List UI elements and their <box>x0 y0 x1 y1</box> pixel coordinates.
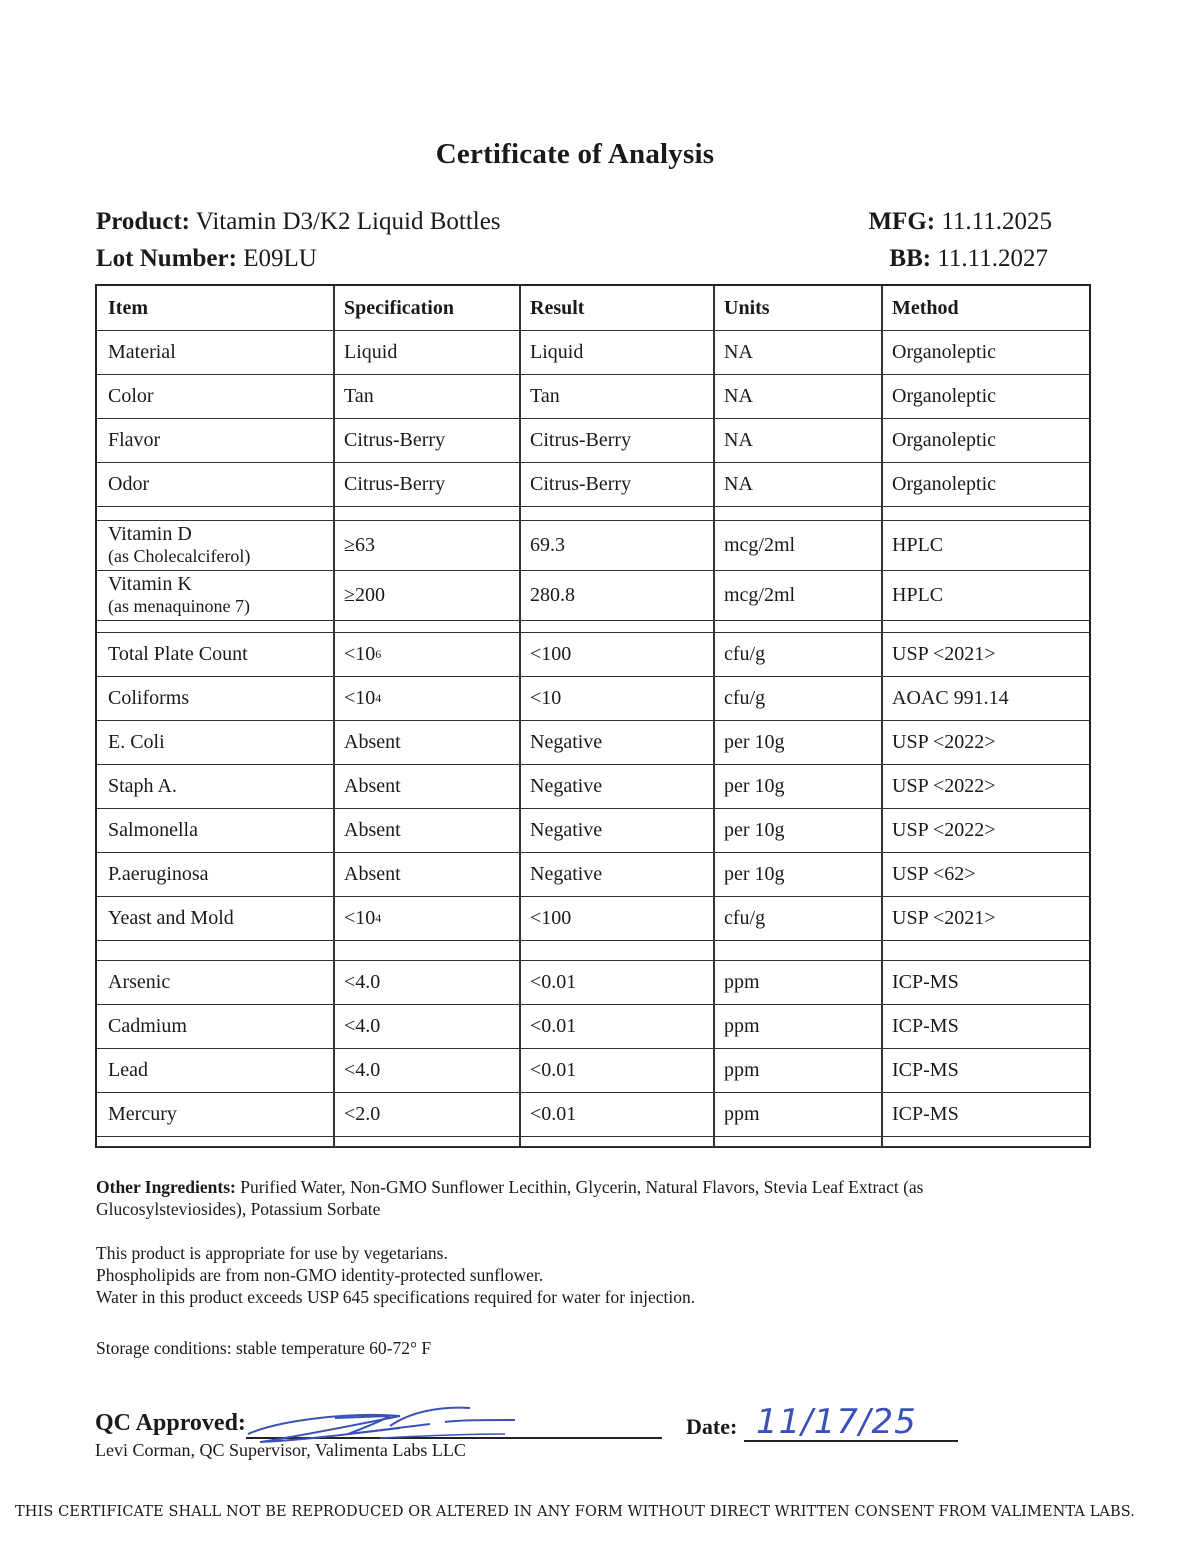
cell-text: Negative <box>530 730 603 753</box>
table-row <box>97 632 1089 677</box>
cell-text: NA <box>724 340 753 363</box>
table-cell <box>333 374 519 418</box>
table-cell <box>713 896 881 940</box>
analysis-table <box>95 284 1091 1148</box>
table-cell <box>97 896 333 940</box>
table-row <box>97 570 1089 621</box>
ingredients-label: Other Ingredients: <box>96 1177 236 1197</box>
cell-text: per 10g <box>724 862 785 885</box>
cell-text: NA <box>724 428 753 451</box>
table-cell <box>333 418 519 462</box>
table-cell <box>713 330 881 374</box>
table-cell <box>713 852 881 896</box>
cell-text: <10 <box>530 686 562 709</box>
column-header: Units <box>724 296 770 319</box>
table-cell <box>713 570 881 620</box>
mfg-label: MFG: <box>868 208 936 235</box>
table-cell <box>519 374 713 418</box>
cell-text: Tan <box>344 384 374 407</box>
table-cell <box>713 720 881 764</box>
table-cell: <10 6 <box>344 642 382 665</box>
footer-disclaimer: THIS CERTIFICATE SHALL NOT BE REPRODUCED OR ALTERED IN ANY FORM WITHOUT DIRECT WRITTEN CONSENT FROM VALIMENTA LABS. <box>15 1504 1135 1520</box>
table-cell <box>713 418 881 462</box>
table-cell <box>97 374 333 418</box>
table-row <box>97 896 1089 941</box>
cell-text: Organoleptic <box>892 428 997 451</box>
item-qualifier: (as Cholecalciferol) <box>108 546 251 566</box>
cell-text: ICP-MS <box>892 1102 959 1125</box>
cell-text: HPLC <box>892 583 944 606</box>
cell-text: USP <2022> <box>892 730 996 753</box>
cell-text: <0.01 <box>530 1058 577 1081</box>
table-cell <box>333 720 519 764</box>
table-row <box>97 852 1089 897</box>
table-cell <box>713 960 881 1004</box>
cell-text: Odor <box>108 472 150 495</box>
table-cell <box>519 960 713 1004</box>
table-cell <box>97 520 333 570</box>
table-cell <box>97 1004 333 1048</box>
bb-label: BB: <box>889 245 932 272</box>
cell-text: NA <box>724 472 753 495</box>
table-row <box>97 808 1089 853</box>
bb-line <box>889 245 1048 273</box>
table-cell <box>333 808 519 852</box>
cell-text: <0.01 <box>530 970 577 993</box>
cell-text: Salmonella <box>108 818 198 841</box>
table-cell <box>881 462 1093 506</box>
table-cell <box>713 1004 881 1048</box>
table-cell <box>881 852 1093 896</box>
table-cell <box>519 1004 713 1048</box>
table-cell <box>519 1092 713 1136</box>
table-cell <box>97 808 333 852</box>
cell-text: <10 <box>344 906 376 929</box>
section-separator <box>97 940 1089 961</box>
cell-text: Total Plate Count <box>108 642 248 665</box>
lot-value: E09LU <box>243 245 317 272</box>
table-row <box>97 1048 1089 1093</box>
table-cell <box>881 1092 1093 1136</box>
table-cell <box>333 1092 519 1136</box>
mfg-line <box>868 208 1052 236</box>
cell-text: mcg/2ml <box>724 533 796 556</box>
product-value: Vitamin D3/K2 Liquid Bottles <box>195 208 501 235</box>
cell-text: 280.8 <box>530 583 575 606</box>
table-cell <box>333 764 519 808</box>
cell-text: Color <box>108 384 154 407</box>
table-cell <box>97 570 333 620</box>
document-title: Certificate of Analysis <box>435 138 715 170</box>
table-cell <box>519 808 713 852</box>
table-cell <box>333 960 519 1004</box>
table-cell <box>881 418 1093 462</box>
table-cell <box>713 764 881 808</box>
handwritten-date: 11/17/25 <box>756 1402 917 1442</box>
cell-text: ppm <box>724 1102 760 1125</box>
cell-text: cfu/g <box>724 642 766 665</box>
table-row <box>97 764 1089 809</box>
table-cell: <10 4 <box>344 906 382 929</box>
section-separator <box>97 1136 1089 1147</box>
cell-text: 69.3 <box>530 533 565 556</box>
cell-text: USP <2021> <box>892 642 996 665</box>
item-name: Vitamin D <box>108 523 192 545</box>
date-label: Date: <box>686 1414 738 1439</box>
table-cell <box>333 852 519 896</box>
cell-text: Yeast and Mold <box>108 906 234 929</box>
table-header-row <box>97 286 1089 331</box>
table-cell <box>519 720 713 764</box>
table-row <box>97 374 1089 419</box>
cell-text: <0.01 <box>530 1014 577 1037</box>
table-cell <box>881 896 1093 940</box>
storage-conditions: Storage conditions: stable temperature 60-72° F <box>96 1338 432 1358</box>
cell-text: P.aeruginosa <box>108 862 209 885</box>
cell-text: Staph A. <box>108 774 177 797</box>
cell-text: Liquid <box>344 340 398 363</box>
table-cell <box>713 1048 881 1092</box>
cell-text: Citrus-Berry <box>530 428 632 451</box>
ingredients-text: Purified Water, Non-GMO Sunflower Lecithin, Glycerin, Natural Flavors, Stevia Leaf Extract (as Glucosylsteviosides), Potassium Sorbate <box>96 1177 924 1219</box>
table-row <box>97 1092 1089 1137</box>
table-row <box>97 1004 1089 1049</box>
cell-text: Negative <box>530 818 603 841</box>
cell-text: USP <2022> <box>892 774 996 797</box>
cell-text: Tan <box>530 384 560 407</box>
table-cell <box>881 632 1093 676</box>
table-cell <box>519 764 713 808</box>
cell-text: <10 <box>344 642 376 665</box>
table-row <box>97 330 1089 375</box>
table-cell: <10 4 <box>344 686 382 709</box>
cell-text: <4.0 <box>344 1058 381 1081</box>
note-line: This product is appropriate for use by vegetarians. <box>96 1243 448 1263</box>
cell-text: per 10g <box>724 818 785 841</box>
lot-label: Lot Number: <box>96 245 237 272</box>
cell-text: ICP-MS <box>892 1014 959 1037</box>
table-cell <box>519 896 713 940</box>
table-cell <box>333 1048 519 1092</box>
table-cell <box>881 330 1093 374</box>
product-line <box>96 208 501 236</box>
cell-text: Negative <box>530 774 603 797</box>
table-row <box>97 960 1089 1005</box>
table-cell <box>881 1004 1093 1048</box>
table-cell <box>713 462 881 506</box>
product-label: Product: <box>96 208 190 235</box>
cell-text: cfu/g <box>724 686 766 709</box>
table-cell <box>519 676 713 720</box>
table-cell <box>519 852 713 896</box>
table-cell <box>713 1092 881 1136</box>
table-cell <box>881 960 1093 1004</box>
table-cell <box>97 852 333 896</box>
table-cell <box>333 520 519 570</box>
cell-text: AOAC 991.14 <box>892 686 1009 709</box>
other-ingredients <box>96 1176 1056 1220</box>
cell-text: USP <2021> <box>892 906 996 929</box>
table-cell <box>97 764 333 808</box>
cell-text: Liquid <box>530 340 584 363</box>
cell-text: ≥200 <box>344 583 385 606</box>
table-cell <box>713 808 881 852</box>
cell-text: per 10g <box>724 730 785 753</box>
mfg-value: 11.11.2025 <box>941 208 1052 235</box>
cell-text: <2.0 <box>344 1102 381 1125</box>
table-cell <box>97 418 333 462</box>
table-row <box>97 520 1089 571</box>
cell-text: <100 <box>530 642 572 665</box>
table-cell <box>881 676 1093 720</box>
table-cell <box>97 1092 333 1136</box>
table-cell <box>713 632 881 676</box>
table-cell <box>97 330 333 374</box>
qc-signatory-name: Levi Corman, QC Supervisor, Valimenta Labs LLC <box>95 1440 466 1460</box>
table-cell <box>333 1004 519 1048</box>
cell-text: <10 <box>344 686 376 709</box>
product-notes <box>96 1242 695 1308</box>
cell-text: Cadmium <box>108 1014 187 1037</box>
table-cell <box>713 520 881 570</box>
table-cell <box>97 720 333 764</box>
table-cell <box>97 676 333 720</box>
cell-text: mcg/2ml <box>724 583 796 606</box>
cell-text: Organoleptic <box>892 340 997 363</box>
column-header: Specification <box>344 296 454 319</box>
table-cell <box>519 1048 713 1092</box>
item-qualifier: (as menaquinone 7) <box>108 596 250 616</box>
cell-text: ICP-MS <box>892 970 959 993</box>
cell-text: ppm <box>724 970 760 993</box>
cell-text: <100 <box>530 906 572 929</box>
cell-text: HPLC <box>892 533 944 556</box>
table-cell <box>881 764 1093 808</box>
cell-text: <0.01 <box>530 1102 577 1125</box>
cell-text: Absent <box>344 774 401 797</box>
cell-text: Citrus-Berry <box>344 428 446 451</box>
cell-text: Citrus-Berry <box>344 472 446 495</box>
table-cell <box>97 1048 333 1092</box>
column-header: Result <box>530 296 585 319</box>
table-cell <box>519 330 713 374</box>
bb-value: 11.11.2027 <box>937 245 1048 272</box>
table-cell <box>519 632 713 676</box>
table-cell <box>333 570 519 620</box>
cell-text: Absent <box>344 818 401 841</box>
cell-text: Lead <box>108 1058 148 1081</box>
table-row <box>97 676 1089 721</box>
table-row <box>97 720 1089 765</box>
table-cell <box>97 462 333 506</box>
table-cell <box>519 570 713 620</box>
cell-text: NA <box>724 384 753 407</box>
cell-text: per 10g <box>724 774 785 797</box>
table-cell <box>713 676 881 720</box>
table-cell <box>881 720 1093 764</box>
table-cell <box>881 374 1093 418</box>
column-header: Item <box>108 296 148 319</box>
table-cell <box>97 960 333 1004</box>
cell-text: Absent <box>344 730 401 753</box>
table-cell <box>333 462 519 506</box>
cell-text: <4.0 <box>344 970 381 993</box>
table-cell <box>519 462 713 506</box>
section-separator <box>97 506 1089 521</box>
table-row <box>97 462 1089 507</box>
cell-text: ppm <box>724 1014 760 1037</box>
table-cell <box>713 374 881 418</box>
column-header: Method <box>892 296 959 319</box>
cell-text: Coliforms <box>108 686 190 709</box>
note-line: Phospholipids are from non-GMO identity-protected sunflower. <box>96 1265 544 1285</box>
table-cell <box>519 520 713 570</box>
table-cell <box>881 1048 1093 1092</box>
cell-text: E. Coli <box>108 730 165 753</box>
note-line: Water in this product exceeds USP 645 specifications required for water for injection. <box>96 1287 696 1307</box>
cell-text: cfu/g <box>724 906 766 929</box>
table-cell <box>519 418 713 462</box>
table-cell <box>881 520 1093 570</box>
cell-text: ≥63 <box>344 533 375 556</box>
cell-text: Mercury <box>108 1102 177 1125</box>
table-cell <box>881 570 1093 620</box>
lot-line <box>96 245 317 273</box>
table-cell <box>97 632 333 676</box>
cell-text: ICP-MS <box>892 1058 959 1081</box>
cell-text: <4.0 <box>344 1014 381 1037</box>
cell-text: ppm <box>724 1058 760 1081</box>
qc-approved-label: QC Approved: <box>95 1410 246 1436</box>
cell-text: Flavor <box>108 428 161 451</box>
cell-text: Citrus-Berry <box>530 472 632 495</box>
cell-text: Organoleptic <box>892 384 997 407</box>
cell-text: USP <62> <box>892 862 976 885</box>
table-cell <box>881 808 1093 852</box>
cell-text: Negative <box>530 862 603 885</box>
cell-text: Arsenic <box>108 970 171 993</box>
table-row <box>97 418 1089 463</box>
cell-text: USP <2022> <box>892 818 996 841</box>
cell-text: Organoleptic <box>892 472 997 495</box>
item-name: Vitamin K <box>108 573 192 595</box>
cell-text: Material <box>108 340 176 363</box>
cell-text: Absent <box>344 862 401 885</box>
table-cell <box>333 330 519 374</box>
